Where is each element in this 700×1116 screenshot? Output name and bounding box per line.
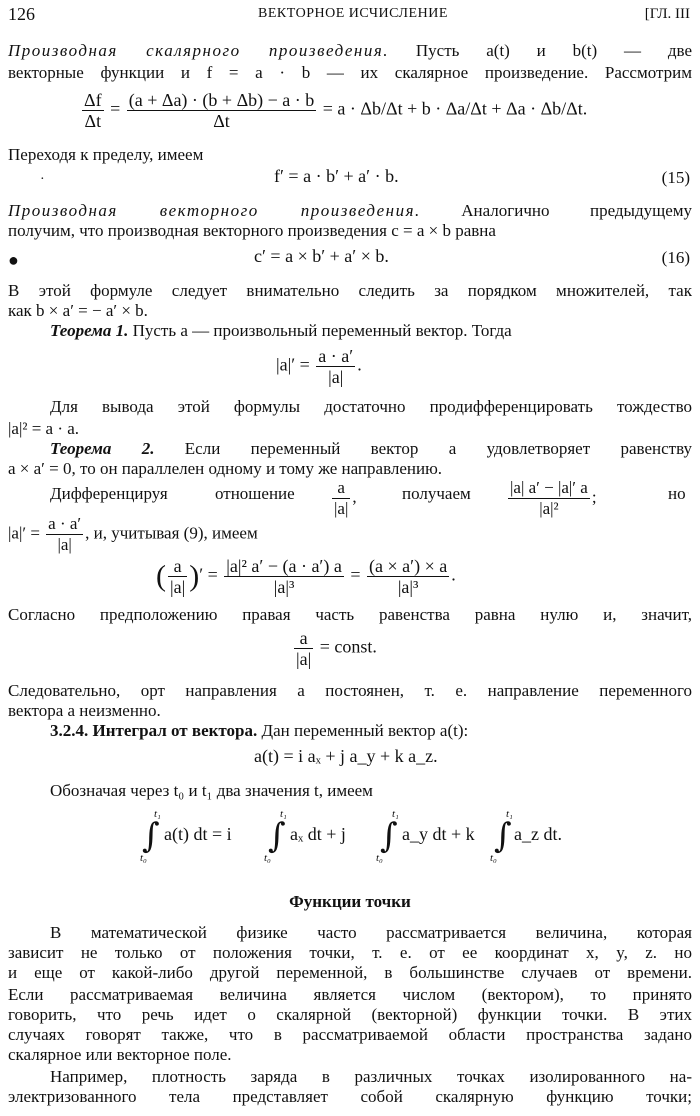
paragraph-line: a × a′ = 0, то он параллелен одному и тому же направлению. — [8, 459, 443, 478]
paragraph-line: векторные функции и f = a · b — их скалярное произведение. Рассмотрим — [8, 63, 692, 82]
paragraph-line: Обозначая через t₀ и t₁ два значения t, имеем — [50, 781, 373, 800]
paragraph-line: Например, плотность заряда в различных точках изолированного на- — [50, 1067, 692, 1086]
paragraph-line: Переходя к пределу, имеем — [8, 145, 204, 164]
equation-const: $\frac{a}{|a|}$ = const. — [296, 628, 377, 669]
section-3-2-4: 3.2.4. Интеграл от вектора. Дан переменный вектор a(t): — [50, 721, 469, 740]
paragraph-line: В этой формуле следует внимательно следить за порядком множителей, так — [8, 281, 692, 300]
section-title: Функции точки — [289, 892, 411, 911]
paragraph-line: |a|² = a · a. — [8, 419, 80, 438]
theorem-1: Теорема 1. Пусть a — произвольный переменный вектор. Тогда — [50, 321, 512, 340]
paragraph-line: |a|′ = $\frac{a \cdot a'}{|a|}$ , и, учитывая (9), имеем — [8, 514, 258, 554]
paragraph-line: скалярное или векторное поле. — [8, 1045, 232, 1064]
equation-16: c′ = a × b′ + a′ × b. — [254, 246, 389, 266]
page-number: 126 — [8, 4, 35, 24]
theorem-2: Теорема 2. Если переменный вектор a удовлетворяет равенству — [50, 439, 693, 458]
paragraph-line: Если рассматриваемая величина является числом (вектором), то принято — [8, 985, 692, 1004]
running-title: ВЕКТОРНОЕ ИСЧИСЛЕНИЕ — [258, 6, 448, 21]
paragraph-line: В математической физике часто рассматривается величина, которая — [50, 923, 692, 942]
chapter-marker: [ГЛ. III — [644, 6, 690, 22]
equation-derivative-unit: ( $\frac{a}{|a|}$ )′ = $\frac{\text{|a|² a′ − (a · a′) a}}{\text{|a|³}}$ = $\frac{(a \times a') \times a}{\text{|a|³}}$ . — [156, 556, 456, 597]
paragraph-line: Следовательно, орт направления a постоянен, т. е. направление переменного — [8, 681, 692, 700]
equation-vector-components: a(t) = i aₓ + j a_y + k a_z. — [254, 746, 438, 766]
paragraph-line: Согласно предположению правая часть равенства равна нулю и, значит, — [8, 605, 692, 624]
equation-number: (16) — [661, 248, 690, 267]
paragraph-line: Для вывода этой формулы достаточно продифференцировать тождество — [50, 397, 692, 416]
paragraph-line: случаях говорят также, что в рассматриваемой области пространства задано — [8, 1025, 692, 1044]
paragraph-line: зависит не только от положения точки, т. е. от ее координат x, y, z. но — [8, 943, 692, 962]
equation-number: (15) — [661, 168, 690, 187]
book-page: 126 ВЕКТОРНОЕ ИСЧИСЛЕНИЕ [ГЛ. III Производная скалярного произведения. Пусть a(t) и b(t) — две векторные функции и f = a · b — их скалярное произведение. Рассмотрим $\frac{\Delta f}{\Delta t}$ = $\frac{(a + \Delta a) \cdot (b + \Delta b) - a \cdot b}{\Delta t}$ = a · Δb/Δt + b · Δa/Δt + Δa · Δb/Δt. Переходя к пределу, имеем · f′ = a · b′ + a′ · b. (15) Производная векторного произведения. Аналогично предыдущему получим, что производная векторного произведения c = a × b равна ● c′ = a × b′ + a′ × b. (16) В этой формуле следует внимательно следить за порядком множителей, так как b × a′ = − a′ × b. Теорема 1. Пусть a — произвольный переменный вектор. Тогда |a|′ = $\frac{a \cdot a'}{|a|}$ . Для вывода этой формулы достаточно продифференцировать тождество |a|² = a · a. Теорема 2. Если переменный вектор a удовлетворяет равенству a × a′ = 0, то он параллелен одному и тому же направлению. Дифференцируя отношение $\frac{a}{|a|}$ , получаем $\frac{|a| a' - |a|' a}{\text{|a|²}}$ ; но |a|′ = $\frac{a \cdot a'}{|a|}$ , и, учитывая (9), имеем ( $\frac{a}{|a|}$ )′ = $\frac{\text{|a|² a′ − (a · a′) a}}{\text{|a|³}}$ = $\frac{(a \times a') \times a}{\text{|a|³}}$ . Согласно предположению правая часть равенства равна нулю и, значит, $\frac{a}{|a|}$ = const. Следовательно, орт направления a постоянен, т. е. направление переменного вектора a неизменно. 3.2.4. Интеграл от вектора. Дан переменный вектор a(t): a(t) = i aₓ + j a_y + k a_z. Обозначая через t₀ и t₁ два значения t, имеем ∫ t₁ t₀ a(t) dt = i ∫ t₁ t₀ aₓ dt + j ∫ t₁ t₀ a_y dt + k ∫ t₁ t₀ a_z dt. Функции точки В математической физике часто рассматривается величина, которая зависит не только от положения точки, т. е. от ее координат x, y, z. но и еще от какой-либо другой переменной, в большинстве случаев от времени. Если рассматриваемая величина является числом (вектором), то принято говорить, что речь идет о скалярной (векторной) функции точки. В этих случаях говорят также, что в рассматриваемой области пространства задано скалярное или векторное поле. Например, плотность заряда в различных точках изолированного на- электризованного тела представляет собой скалярную функцию точки; — [0, 0, 700, 1116]
equation-derivative: $\frac{\Delta f}{\Delta t}$ = $\frac{(a + \Delta a) \cdot (b + \Delta b) - a \cdot b}{\Delta t}$ = a · Δb/Δt + b · Δa/Δt + Δa · Δb/Δt. — [84, 90, 588, 131]
equation-theorem-1: |a|′ = $\frac{a \cdot a'}{|a|}$ . — [276, 346, 362, 387]
paragraph-line: Производная скалярного произведения. Пусть a(t) и b(t) — две — [8, 41, 692, 60]
paragraph-line: и еще от какой-либо другой переменной, в большинстве случаев от времени. — [8, 963, 692, 982]
paragraph-line: как b × a′ = − a′ × b. — [8, 301, 148, 320]
paragraph-line: электризованного тела представляет собой скалярную функцию точки; — [8, 1087, 692, 1106]
paragraph-line: говорить, что речь идет о скалярной (векторной) функции точки. В этих — [8, 1005, 692, 1024]
paragraph-line: вектора a неизменно. — [8, 701, 161, 720]
equation-15: f′ = a · b′ + a′ · b. — [274, 166, 399, 186]
paragraph-line: получим, что производная векторного произведения c = a × b равна — [8, 221, 496, 240]
paragraph-line: Производная векторного произведения. Аналогично предыдущему — [8, 201, 692, 220]
